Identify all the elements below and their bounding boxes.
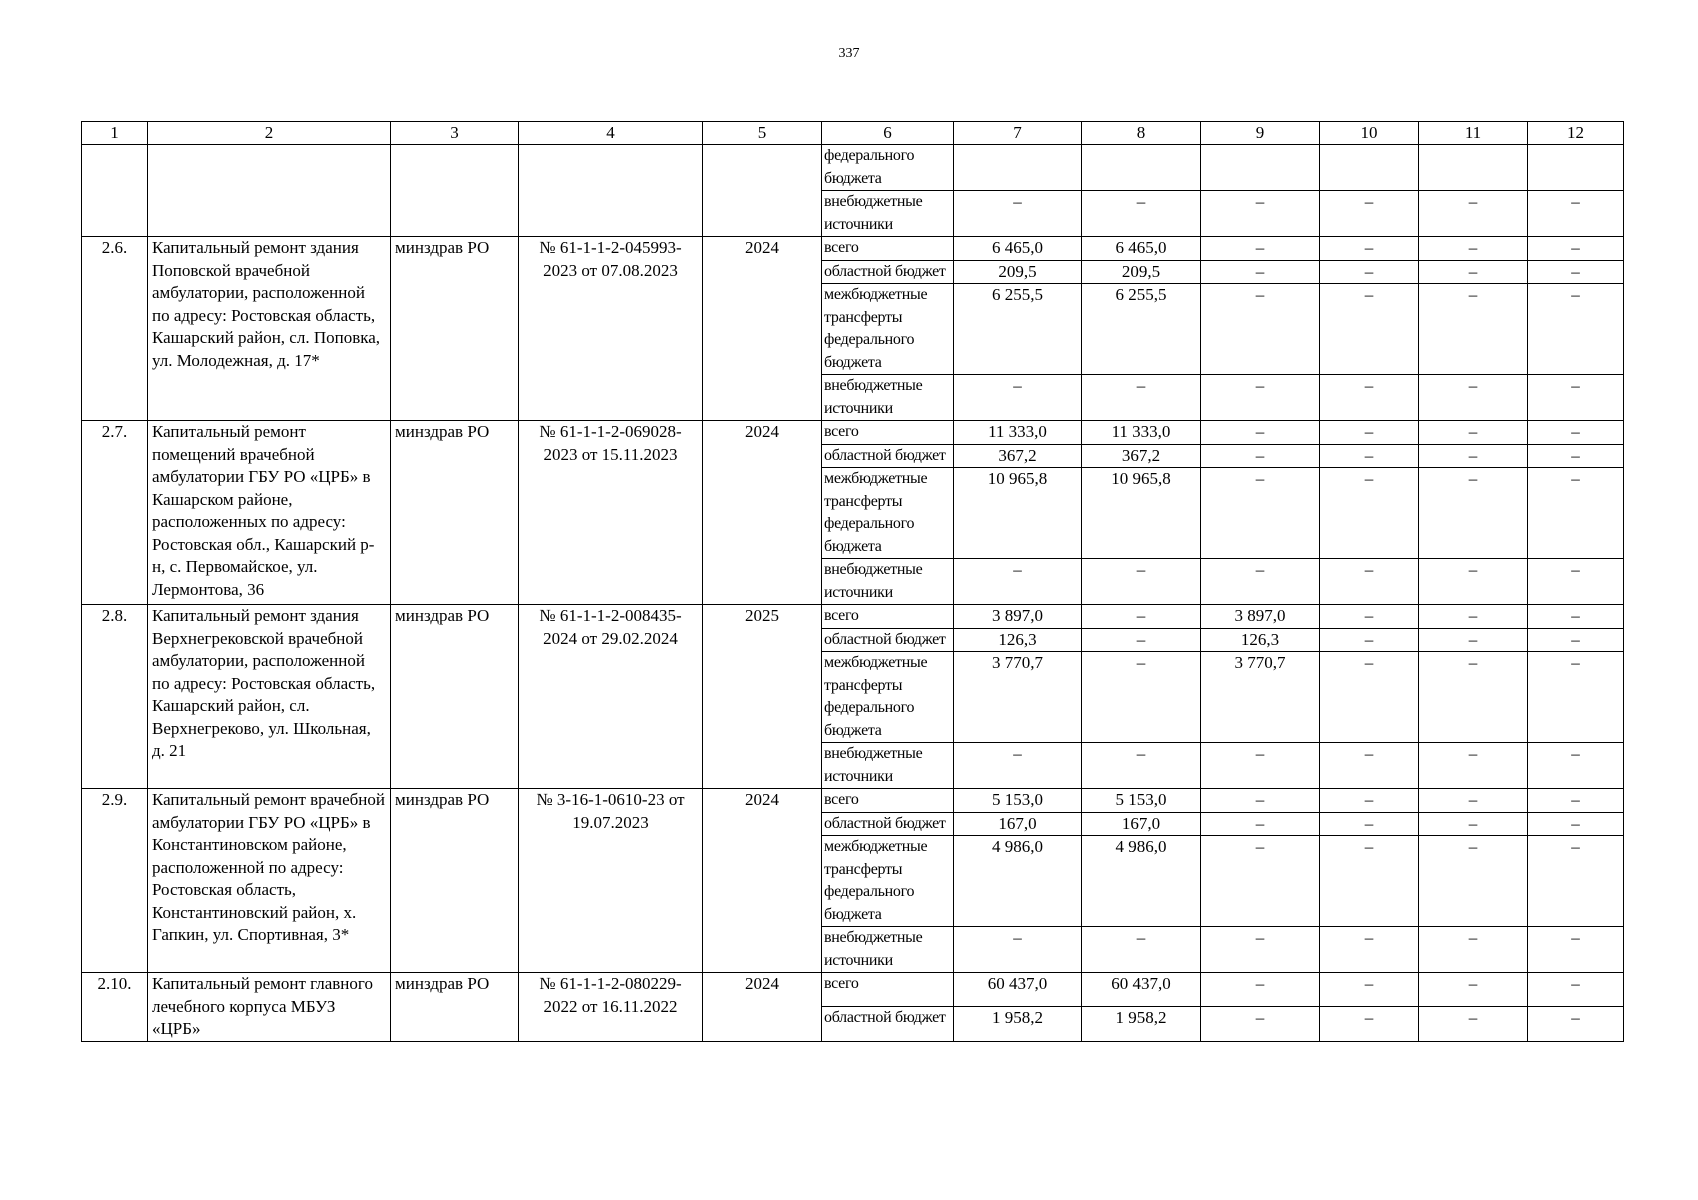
funding-source-cell: внебюджетные источники: [822, 743, 954, 789]
value-cell: –: [1320, 375, 1419, 421]
value-cell: –: [1419, 237, 1528, 261]
value-cell: 11 333,0: [1082, 421, 1201, 445]
value-cell: –: [1082, 652, 1201, 743]
item-document: № 3-16-1-0610-23 от 19.07.2023: [519, 789, 703, 973]
funding-source-cell: внебюджетные источники: [822, 375, 954, 421]
value-cell: –: [1320, 260, 1419, 284]
year-cell: [703, 145, 822, 237]
value-cell: –: [1320, 973, 1419, 1007]
value-cell: –: [1320, 812, 1419, 836]
value-cell: –: [1201, 375, 1320, 421]
funding-source-cell: всего: [822, 421, 954, 445]
value-cell: –: [1320, 284, 1419, 375]
column-number-cell: 6: [822, 122, 954, 145]
value-cell: –: [954, 927, 1082, 973]
funding-source-cell: областной бюджет: [822, 1007, 954, 1041]
value-cell: –: [1320, 444, 1419, 468]
value-cell: –: [1528, 973, 1624, 1007]
value-cell: 5 153,0: [954, 789, 1082, 813]
value-cell: –: [1082, 628, 1201, 652]
value-cell: 167,0: [1082, 812, 1201, 836]
value-cell: –: [1528, 237, 1624, 261]
column-number-cell: 5: [703, 122, 822, 145]
column-number-cell: 2: [148, 122, 391, 145]
value-cell: –: [1419, 743, 1528, 789]
value-cell: –: [1419, 1007, 1528, 1041]
item-number: 2.6.: [82, 237, 148, 421]
value-cell: 3 897,0: [1201, 605, 1320, 629]
column-number-cell: 7: [954, 122, 1082, 145]
column-number-cell: 3: [391, 122, 519, 145]
value-cell: –: [1528, 927, 1624, 973]
value-cell: –: [1419, 260, 1528, 284]
value-cell: [1419, 145, 1528, 191]
value-cell: –: [1528, 284, 1624, 375]
value-cell: 6 465,0: [1082, 237, 1201, 261]
value-cell: –: [1528, 421, 1624, 445]
value-cell: 4 986,0: [1082, 836, 1201, 927]
table-row: [82, 605, 1624, 629]
column-number-cell: 9: [1201, 122, 1320, 145]
column-number-cell: 10: [1320, 122, 1419, 145]
value-cell: 1 958,2: [1082, 1007, 1201, 1041]
item-executor: минздрав РО: [391, 973, 519, 1042]
value-cell: –: [1320, 191, 1419, 237]
value-cell: –: [1320, 743, 1419, 789]
financing-table: [81, 121, 1624, 1042]
funding-source-cell: межбюджетные трансферты федерального бюджета: [822, 836, 954, 927]
value-cell: 126,3: [1201, 628, 1320, 652]
value-cell: 209,5: [954, 260, 1082, 284]
value-cell: –: [1419, 973, 1528, 1007]
item-document: № 61-1-1-2-008435-2024 от 29.02.2024: [519, 605, 703, 789]
column-number-cell: 1: [82, 122, 148, 145]
value-cell: –: [1528, 789, 1624, 813]
funding-source-cell: межбюджетные трансферты федерального бюджета: [822, 284, 954, 375]
value-cell: –: [954, 191, 1082, 237]
value-cell: –: [1419, 927, 1528, 973]
value-cell: 126,3: [954, 628, 1082, 652]
value-cell: –: [1201, 973, 1320, 1007]
item-executor: минздрав РО: [391, 237, 519, 421]
item-executor: минздрав РО: [391, 605, 519, 789]
value-cell: –: [1528, 375, 1624, 421]
funding-source-cell: внебюджетные источники: [822, 191, 954, 237]
funding-source-cell: всего: [822, 237, 954, 261]
funding-source-cell: областной бюджет: [822, 812, 954, 836]
value-cell: –: [1201, 812, 1320, 836]
item-name: Капитальный ремонт помещений врачебной амбулатории ГБУ РО «ЦРБ» в Кашарском районе, расположенных по адресу: Ростовская обл., Кашарский р-н, с. Первомайское, ул. Лермонтова, 36: [148, 421, 391, 605]
value-cell: –: [1419, 284, 1528, 375]
item-document: № 61-1-1-2-045993-2023 от 07.08.2023: [519, 237, 703, 421]
item-name: Капитальный ремонт врачебной амбулатории ГБУ РО «ЦРБ» в Константиновском районе, расположенной по адресу: Ростовская область, Константиновский район, х. Гапкин, ул. Спортивная, 3*: [148, 789, 391, 973]
column-number-cell: 8: [1082, 122, 1201, 145]
value-cell: 209,5: [1082, 260, 1201, 284]
item-number: 2.9.: [82, 789, 148, 973]
value-cell: 3 770,7: [954, 652, 1082, 743]
funding-source-cell: межбюджетные трансферты федерального бюджета: [822, 468, 954, 559]
item-executor: минздрав РО: [391, 789, 519, 973]
value-cell: –: [1082, 605, 1201, 629]
value-cell: –: [954, 559, 1082, 605]
value-cell: –: [1320, 468, 1419, 559]
value-cell: –: [1201, 559, 1320, 605]
funding-source-cell: всего: [822, 973, 954, 1007]
funding-source-cell: всего: [822, 605, 954, 629]
item-year: 2024: [703, 973, 822, 1042]
value-cell: –: [1082, 375, 1201, 421]
value-cell: –: [1320, 421, 1419, 445]
table-row: [82, 237, 1624, 261]
value-cell: –: [1320, 652, 1419, 743]
value-cell: –: [1528, 468, 1624, 559]
value-cell: 6 465,0: [954, 237, 1082, 261]
value-cell: 4 986,0: [954, 836, 1082, 927]
value-cell: –: [954, 743, 1082, 789]
value-cell: –: [1528, 444, 1624, 468]
funding-source-cell: всего: [822, 789, 954, 813]
column-number-row: [82, 122, 1624, 145]
funding-source-cell: внебюджетные источники: [822, 927, 954, 973]
value-cell: –: [1419, 421, 1528, 445]
value-cell: 3 770,7: [1201, 652, 1320, 743]
value-cell: 167,0: [954, 812, 1082, 836]
page-number: 337: [838, 46, 860, 61]
item-year: 2025: [703, 605, 822, 789]
value-cell: 60 437,0: [1082, 973, 1201, 1007]
value-cell: [1201, 145, 1320, 191]
value-cell: –: [1320, 628, 1419, 652]
value-cell: 5 153,0: [1082, 789, 1201, 813]
value-cell: –: [1419, 375, 1528, 421]
item-number: 2.7.: [82, 421, 148, 605]
value-cell: –: [1082, 927, 1201, 973]
value-cell: –: [1528, 743, 1624, 789]
value-cell: –: [1201, 444, 1320, 468]
item-document: № 61-1-1-2-080229-2022 от 16.11.2022: [519, 973, 703, 1042]
item-year: 2024: [703, 789, 822, 973]
value-cell: –: [1419, 836, 1528, 927]
table-row: [82, 973, 1624, 1007]
item-name: Капитальный ремонт главного лечебного корпуса МБУЗ «ЦРБ»: [148, 973, 391, 1042]
item-number: 2.8.: [82, 605, 148, 789]
value-cell: –: [1528, 191, 1624, 237]
value-cell: 367,2: [1082, 444, 1201, 468]
value-cell: –: [1201, 836, 1320, 927]
value-cell: –: [1320, 789, 1419, 813]
item-executor: минздрав РО: [391, 421, 519, 605]
value-cell: –: [1201, 421, 1320, 445]
value-cell: –: [1419, 191, 1528, 237]
value-cell: 60 437,0: [954, 973, 1082, 1007]
value-cell: –: [1419, 468, 1528, 559]
value-cell: –: [1528, 260, 1624, 284]
value-cell: –: [954, 375, 1082, 421]
funding-source-cell: областной бюджет: [822, 260, 954, 284]
value-cell: 367,2: [954, 444, 1082, 468]
funding-source-cell: областной бюджет: [822, 444, 954, 468]
value-cell: [1082, 145, 1201, 191]
value-cell: –: [1528, 652, 1624, 743]
value-cell: –: [1201, 260, 1320, 284]
value-cell: –: [1419, 444, 1528, 468]
value-cell: –: [1419, 605, 1528, 629]
table-body: [82, 122, 1624, 1042]
name-cell: [148, 145, 391, 237]
value-cell: –: [1528, 605, 1624, 629]
value-cell: –: [1419, 559, 1528, 605]
value-cell: –: [1320, 836, 1419, 927]
value-cell: 10 965,8: [1082, 468, 1201, 559]
value-cell: –: [1528, 812, 1624, 836]
value-cell: –: [1201, 1007, 1320, 1041]
value-cell: –: [1201, 927, 1320, 973]
value-cell: 11 333,0: [954, 421, 1082, 445]
value-cell: –: [1528, 1007, 1624, 1041]
item-year: 2024: [703, 421, 822, 605]
column-number-cell: 4: [519, 122, 703, 145]
value-cell: [1528, 145, 1624, 191]
value-cell: [1320, 145, 1419, 191]
funding-source-cell: внебюджетные источники: [822, 559, 954, 605]
value-cell: –: [1528, 836, 1624, 927]
value-cell: –: [1082, 743, 1201, 789]
value-cell: –: [1320, 1007, 1419, 1041]
num-cell: [82, 145, 148, 237]
value-cell: –: [1320, 605, 1419, 629]
value-cell: –: [1528, 559, 1624, 605]
value-cell: –: [1201, 468, 1320, 559]
value-cell: –: [1528, 628, 1624, 652]
item-number: 2.10.: [82, 973, 148, 1042]
value-cell: –: [1419, 652, 1528, 743]
value-cell: –: [1082, 559, 1201, 605]
value-cell: 10 965,8: [954, 468, 1082, 559]
value-cell: –: [1201, 191, 1320, 237]
column-number-cell: 12: [1528, 122, 1624, 145]
table-row: [82, 145, 1624, 191]
value-cell: –: [1320, 237, 1419, 261]
value-cell: –: [1419, 789, 1528, 813]
value-cell: 3 897,0: [954, 605, 1082, 629]
executor-cell: [391, 145, 519, 237]
funding-source-cell: федерального бюджета: [822, 145, 954, 191]
value-cell: 6 255,5: [954, 284, 1082, 375]
item-document: № 61-1-1-2-069028-2023 от 15.11.2023: [519, 421, 703, 605]
funding-source-cell: областной бюджет: [822, 628, 954, 652]
value-cell: –: [1201, 789, 1320, 813]
item-name: Капитальный ремонт здания Поповской врачебной амбулатории, расположенной по адресу: Ростовская область, Кашарский район, сл. Поповка, ул. Молодежная, д. 17*: [148, 237, 391, 421]
value-cell: –: [1201, 237, 1320, 261]
value-cell: –: [1201, 284, 1320, 375]
table-row: [82, 421, 1624, 445]
value-cell: 1 958,2: [954, 1007, 1082, 1041]
value-cell: [954, 145, 1082, 191]
doc-cell: [519, 145, 703, 237]
value-cell: –: [1419, 628, 1528, 652]
item-year: 2024: [703, 237, 822, 421]
value-cell: –: [1419, 812, 1528, 836]
funding-source-cell: межбюджетные трансферты федерального бюджета: [822, 652, 954, 743]
value-cell: –: [1082, 191, 1201, 237]
value-cell: –: [1201, 743, 1320, 789]
value-cell: –: [1320, 927, 1419, 973]
value-cell: –: [1320, 559, 1419, 605]
column-number-cell: 11: [1419, 122, 1528, 145]
table-row: [82, 789, 1624, 813]
item-name: Капитальный ремонт здания Верхнегрековской врачебной амбулатории, расположенной по адресу: Ростовская область, Кашарский район, сл. Верхнегреково, ул. Школьная, д. 21: [148, 605, 391, 789]
value-cell: 6 255,5: [1082, 284, 1201, 375]
